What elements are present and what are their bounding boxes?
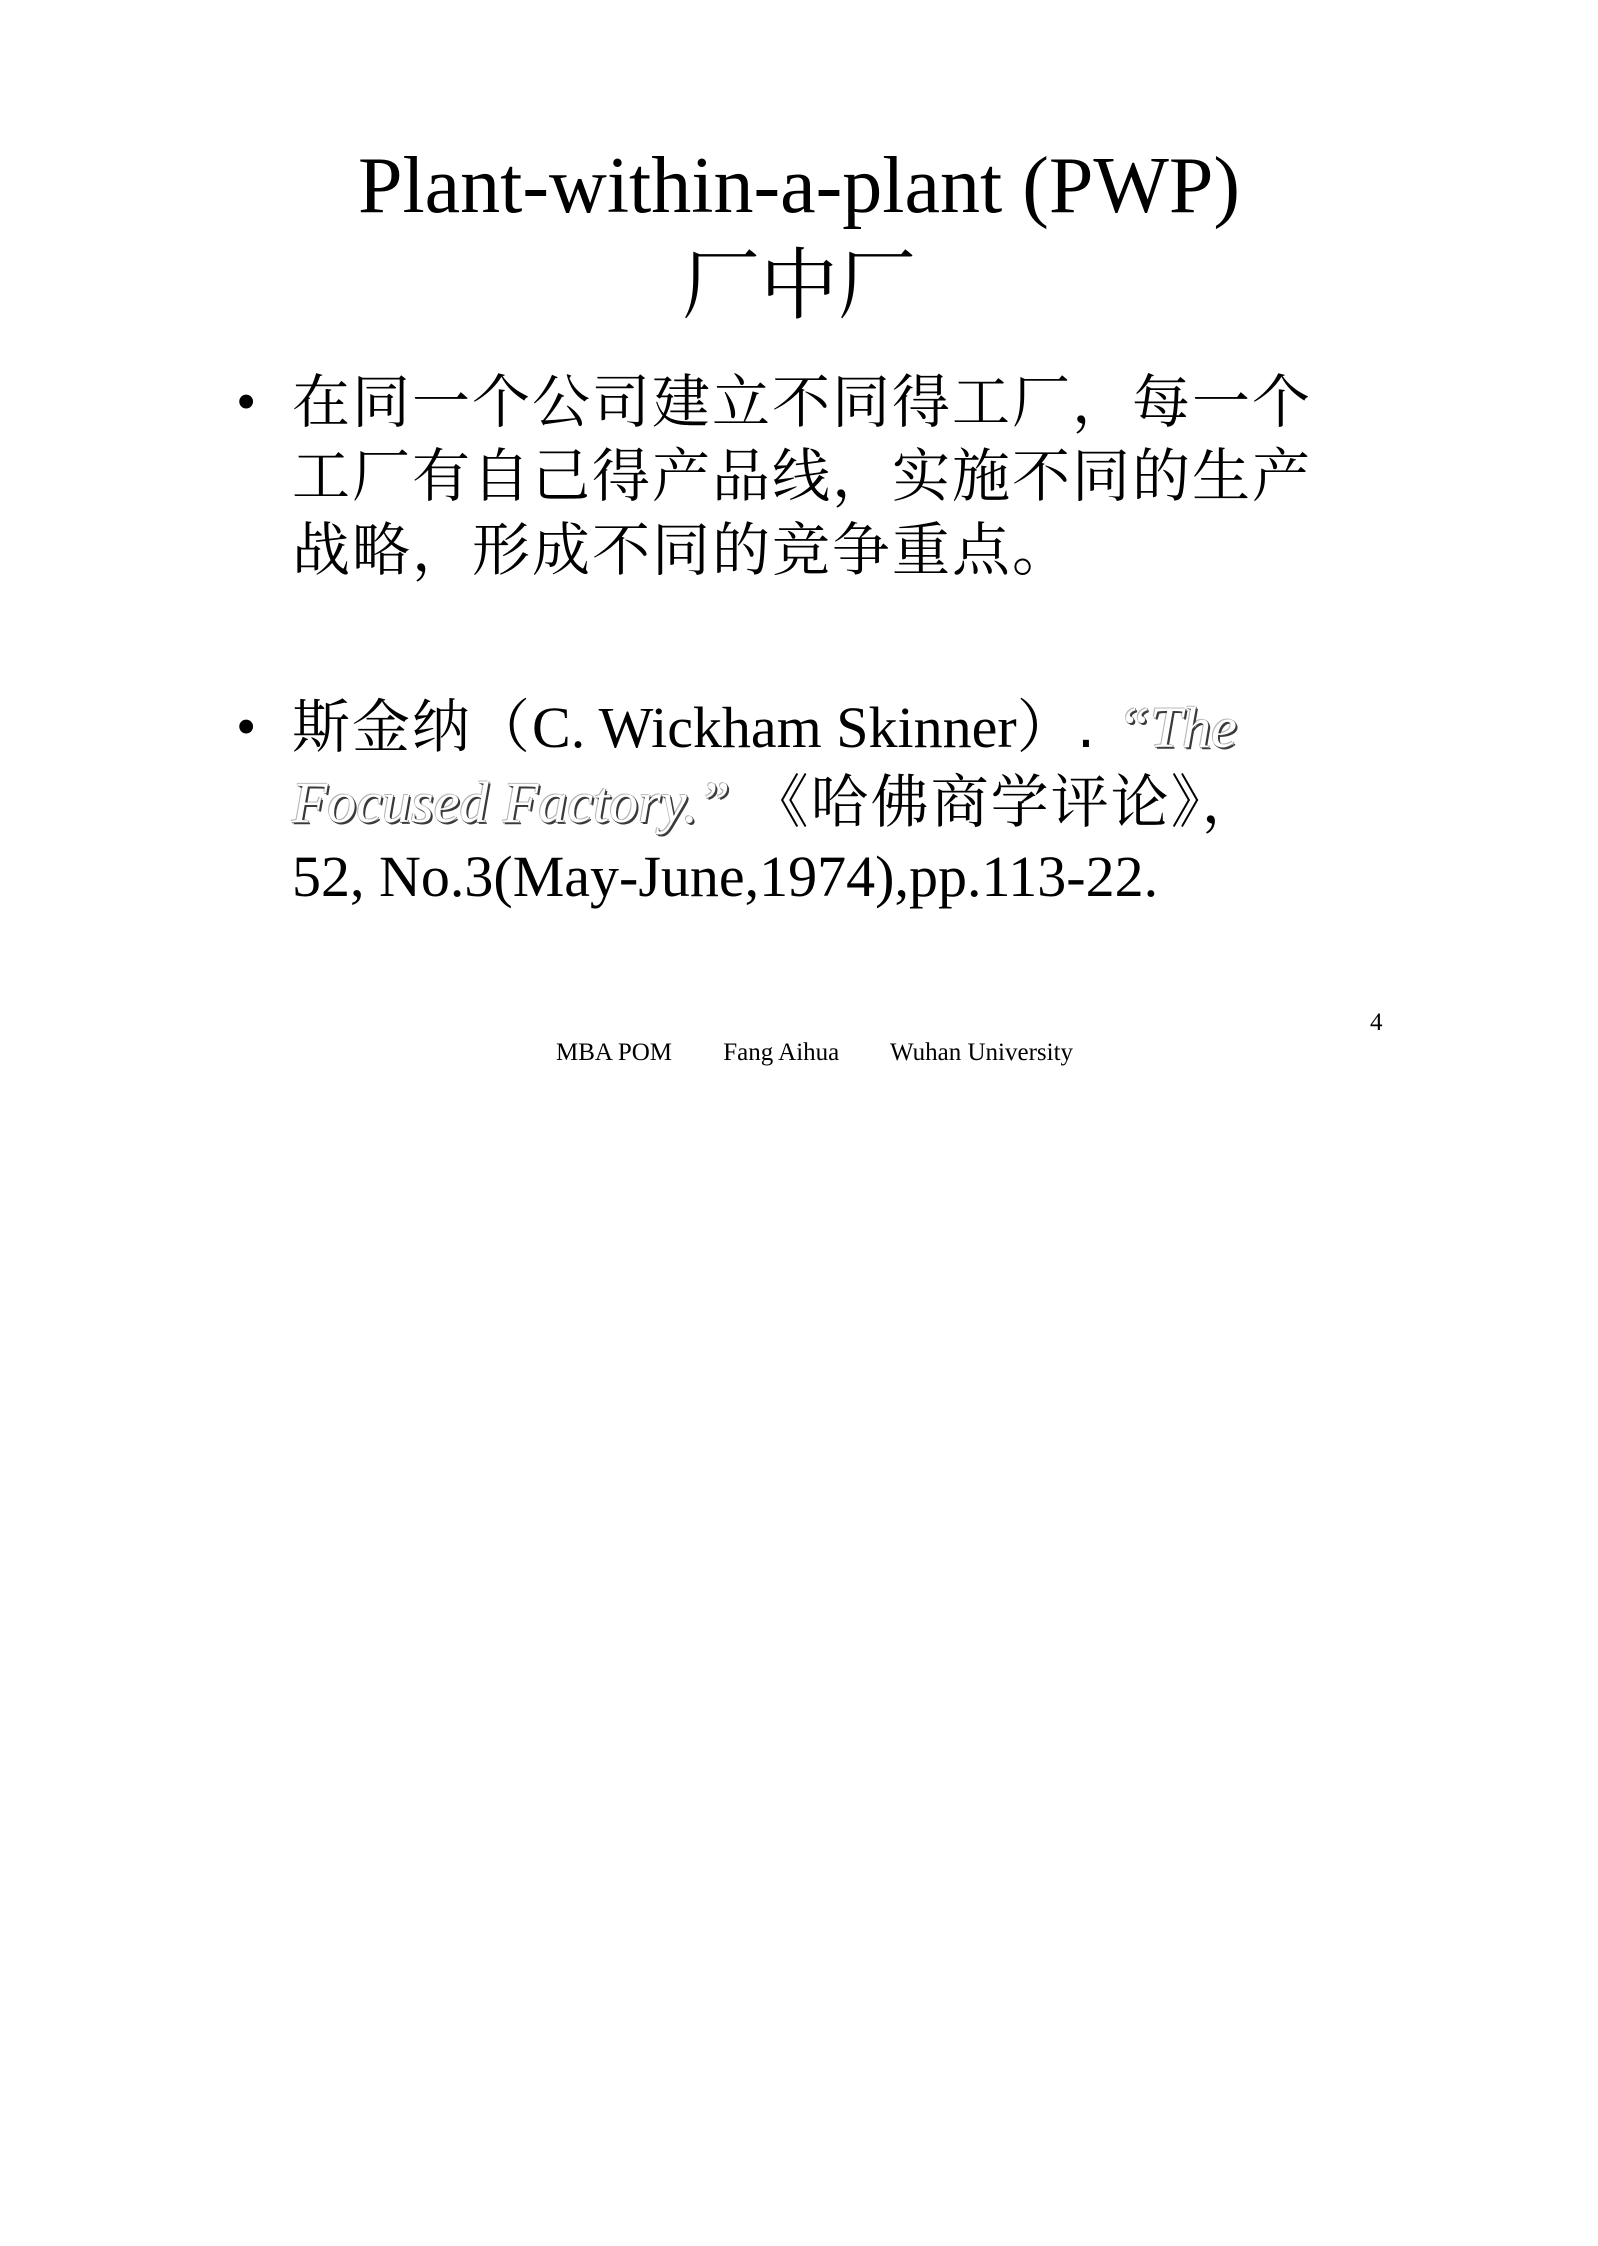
footer-course: MBA POM	[556, 1039, 673, 1066]
footer-author: Fang Aihua	[723, 1039, 840, 1066]
footer	[556, 1038, 1073, 1068]
bullet-dot-icon: •	[236, 694, 257, 759]
bullet-text	[292, 365, 1372, 587]
citation-author-close: ）.	[1016, 693, 1118, 761]
citation-journal: 《哈佛商学评论》，	[730, 768, 1262, 836]
citation-line-3: 52, No.3(May-June,1974),pp.113-22.	[292, 844, 1159, 909]
citation-line-1	[292, 690, 1372, 765]
citation-article-title-start: “The	[1117, 695, 1237, 760]
footer-university: Wuhan University	[890, 1039, 1074, 1066]
citation-article-title-end: Focused Factory.”	[292, 770, 731, 835]
citation-line-2	[292, 765, 1372, 840]
page-number: 4	[1370, 1009, 1383, 1036]
citation-author-english: C. Wickham Skinner	[532, 695, 1017, 760]
citation-author-chinese: 斯金纳（	[292, 693, 533, 761]
bullet-line: 战略，形成不同的竞争重点。	[292, 516, 1073, 584]
bullet-line: 在同一个公司建立不同得工厂，每一个	[292, 368, 1313, 436]
slide-title-chinese: 厂中厂	[681, 241, 916, 331]
bullet-line: 工厂有自己得产品线，实施不同的生产	[292, 442, 1313, 510]
slide	[0, 0, 1598, 1100]
citation-text	[292, 690, 1372, 914]
slide-title-english: Plant-within-a-plant (PWP)	[357, 142, 1241, 230]
bullet-dot-icon: •	[236, 369, 257, 434]
